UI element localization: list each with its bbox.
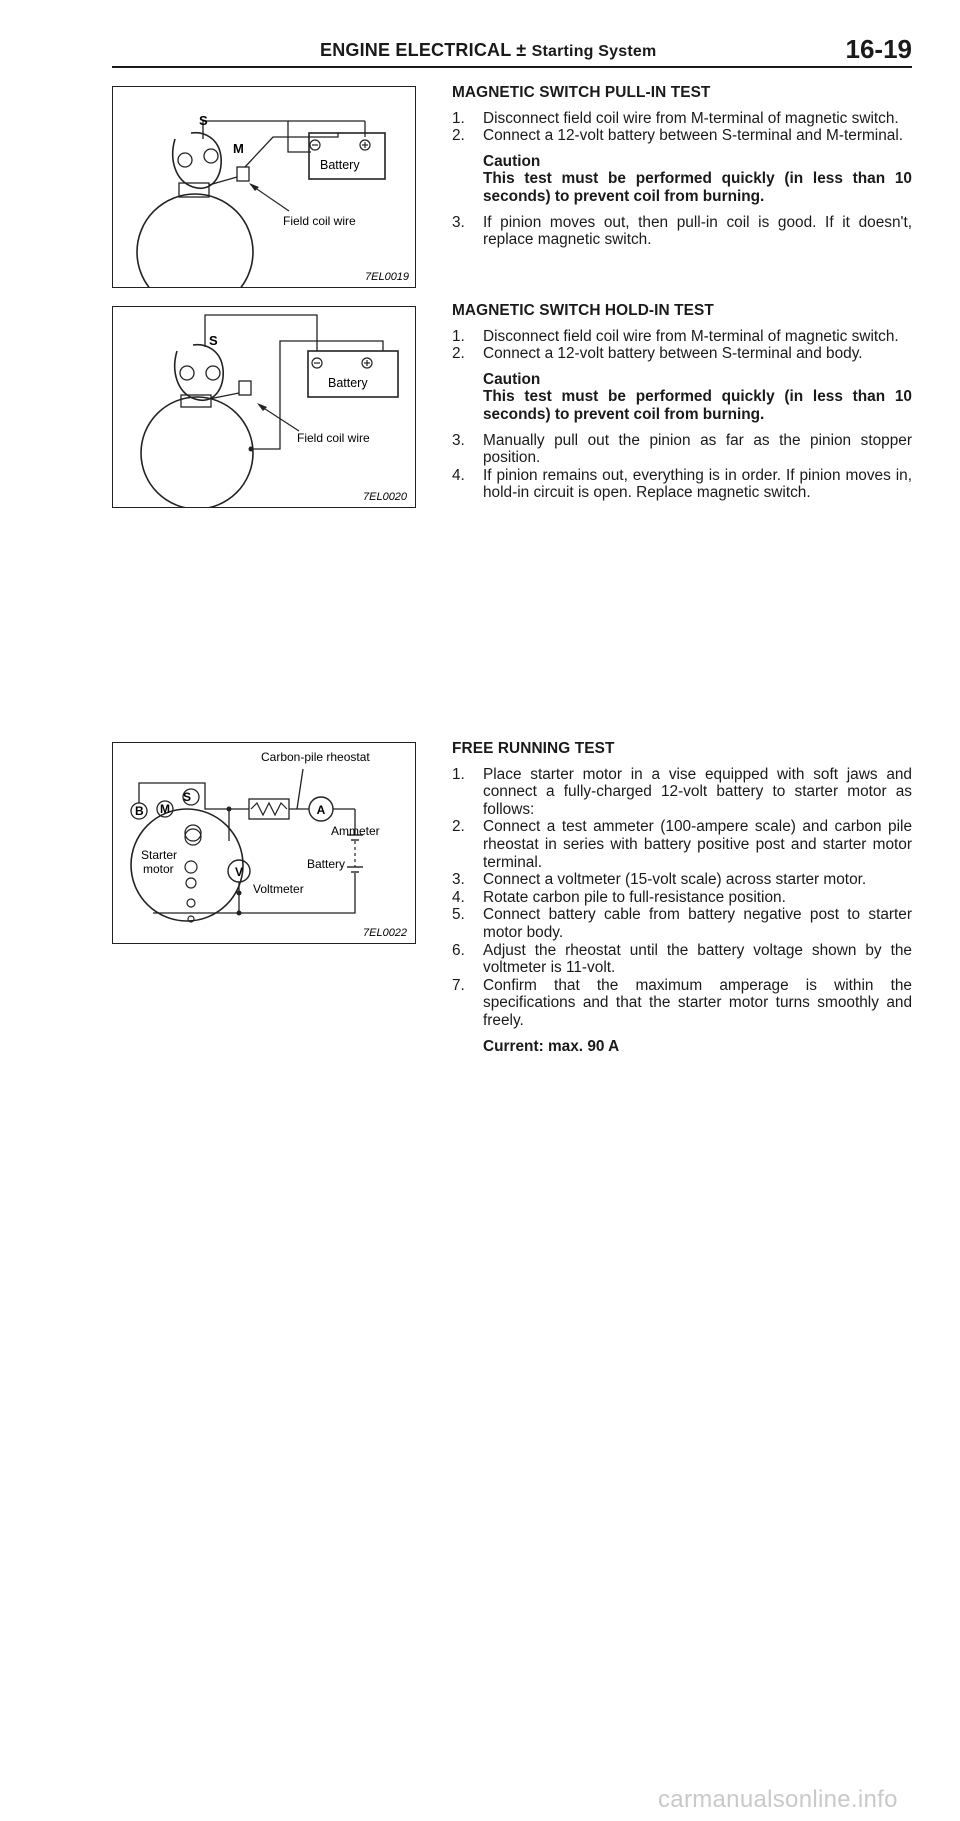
label-s: S bbox=[182, 790, 192, 804]
label-m: M bbox=[233, 141, 244, 156]
list-item bbox=[452, 345, 912, 363]
step-number: 4. bbox=[452, 466, 465, 484]
caution-note bbox=[483, 153, 912, 206]
bolt-shape bbox=[186, 878, 196, 888]
terminal-bolt-shape bbox=[178, 153, 192, 167]
step-number: 2. bbox=[452, 127, 465, 145]
label-starter: Starter bbox=[141, 848, 178, 862]
terminal-bolt-shape bbox=[206, 366, 220, 380]
step-text: Disconnect field coil wire from M-terminal of magnetic switch. bbox=[483, 327, 899, 345]
bolt-shape bbox=[187, 899, 195, 907]
terminal-bolt-shape bbox=[180, 366, 194, 380]
caution-title: Caution bbox=[483, 370, 541, 388]
list-item bbox=[452, 818, 912, 871]
label-m: M bbox=[160, 802, 170, 816]
starter-body-shape bbox=[141, 397, 253, 507]
battery-shape bbox=[309, 133, 385, 179]
current-spec: Current: max. 90 A bbox=[483, 1037, 620, 1055]
step-text: Connect battery cable from battery negative post to starter motor body. bbox=[483, 906, 912, 941]
list-item bbox=[452, 432, 912, 467]
pull-in-steps bbox=[452, 110, 912, 145]
step-text: Manually pull out the pinion as far as the pinion stopper position. bbox=[483, 431, 912, 467]
bolt-shape bbox=[185, 861, 197, 873]
body-ground-point bbox=[249, 447, 254, 452]
free-running-heading: FREE RUNNING TEST bbox=[452, 740, 615, 757]
label-battery: Battery bbox=[328, 376, 368, 390]
caution-text: This test must be performed quickly (in less than 10 seconds) to prevent coil from burning. bbox=[483, 170, 912, 205]
junction-dot bbox=[237, 911, 242, 916]
list-item bbox=[452, 766, 912, 819]
hold-in-steps bbox=[452, 328, 912, 363]
list-item bbox=[452, 110, 912, 128]
figure-code: 7EL0019 bbox=[365, 271, 410, 283]
page-header bbox=[112, 28, 912, 68]
watermark-text: carmanualsonline.info bbox=[658, 1786, 898, 1813]
label-battery: Battery bbox=[306, 857, 345, 871]
s-terminal-wire bbox=[205, 315, 317, 351]
hold-in-steps-cont bbox=[452, 432, 912, 502]
caution-title: Caution bbox=[483, 152, 541, 170]
step-text: Rotate carbon pile to full-resistance position. bbox=[483, 888, 786, 906]
list-item bbox=[452, 942, 912, 977]
free-running-section bbox=[452, 740, 912, 1055]
m-terminal-bracket bbox=[237, 167, 249, 181]
magnetic-switch-shape bbox=[173, 133, 221, 189]
page-number: 16-19 bbox=[845, 34, 912, 64]
header-subsection: Starting System bbox=[531, 43, 657, 60]
header-title bbox=[320, 40, 656, 61]
label-battery: Battery bbox=[320, 158, 360, 172]
label-ammeter: Ammeter bbox=[331, 824, 380, 838]
step-text: If pinion remains out, everything is in order. If pinion moves in, hold-in circuit is open. Replace magnetic switch. bbox=[483, 466, 912, 502]
step-text: Disconnect field coil wire from M-terminal of magnetic switch. bbox=[483, 109, 899, 127]
figure-code: 7EL0022 bbox=[363, 927, 408, 939]
list-item bbox=[452, 127, 912, 145]
label-v: V bbox=[234, 865, 244, 879]
pull-in-section bbox=[452, 84, 912, 249]
list-item bbox=[452, 889, 912, 907]
field-coil-wire-line bbox=[209, 177, 237, 185]
battery-shape bbox=[308, 351, 398, 397]
figure-free-running-test bbox=[112, 742, 416, 944]
bolt-shape bbox=[185, 829, 201, 845]
step-number: 1. bbox=[452, 109, 465, 127]
step-number: 2. bbox=[452, 345, 465, 363]
list-item bbox=[452, 328, 912, 346]
junction-dot bbox=[227, 807, 232, 812]
list-item bbox=[452, 871, 912, 889]
junction-dot bbox=[237, 891, 242, 896]
label-b: B bbox=[135, 804, 144, 818]
step-number: 5. bbox=[452, 906, 465, 924]
label-s: S bbox=[209, 333, 218, 348]
step-text: Place starter motor in a vise equipped with soft jaws and connect a fully-charged 12-volt battery to starter motor as follows: bbox=[483, 765, 912, 818]
header-section: ENGINE ELECTRICAL bbox=[320, 40, 512, 60]
label-field-coil-wire: Field coil wire bbox=[297, 431, 370, 445]
figure-hold-in-test bbox=[112, 306, 416, 508]
step-text: Connect a test ammeter (100-ampere scale) and carbon pile rheostat in series with battery positive post and starter motor terminal. bbox=[483, 818, 912, 871]
m-terminal-bracket bbox=[239, 381, 251, 395]
rheostat-pointer bbox=[297, 769, 303, 809]
label-a: A bbox=[316, 803, 326, 817]
hold-in-heading: MAGNETIC SWITCH HOLD-IN TEST bbox=[452, 302, 714, 319]
free-running-steps bbox=[452, 766, 912, 1030]
step-text: Adjust the rheostat until the battery voltage shown by the voltmeter is 11-volt. bbox=[483, 941, 912, 977]
step-number: 2. bbox=[452, 818, 465, 836]
hold-in-section bbox=[452, 302, 912, 502]
caution-note bbox=[483, 371, 912, 424]
list-item bbox=[452, 214, 912, 249]
list-item bbox=[452, 977, 912, 1030]
pull-in-heading: MAGNETIC SWITCH PULL-IN TEST bbox=[452, 84, 711, 101]
label-motor: motor bbox=[143, 862, 174, 876]
figure-code: 7EL0020 bbox=[363, 491, 408, 503]
label-carbon-pile-rheostat: Carbon-pile rheostat bbox=[261, 750, 370, 764]
label-s: S bbox=[199, 113, 208, 128]
list-item bbox=[452, 467, 912, 502]
step-text: Connect a 12-volt battery between S-terminal and body. bbox=[483, 345, 863, 363]
step-text: Confirm that the maximum amperage is within the specifications and that the starter motor turns smoothly and freely. bbox=[483, 976, 912, 1029]
step-number: 6. bbox=[452, 941, 465, 959]
step-text: If pinion moves out, then pull-in coil is good. If it doesn't, replace magnetic switch. bbox=[483, 213, 912, 249]
label-field-coil-wire: Field coil wire bbox=[283, 214, 356, 228]
list-item bbox=[452, 906, 912, 941]
terminal-bolt-shape bbox=[204, 149, 218, 163]
magnetic-switch-shape bbox=[175, 345, 223, 401]
figure-pull-in-test bbox=[112, 86, 416, 288]
step-text: Connect a 12-volt battery between S-terminal and M-terminal. bbox=[483, 127, 904, 145]
step-number: 1. bbox=[452, 765, 465, 783]
label-voltmeter: Voltmeter bbox=[253, 882, 304, 896]
starter-body-shape bbox=[137, 194, 253, 287]
step-number: 1. bbox=[452, 327, 465, 345]
step-number: 7. bbox=[452, 976, 465, 994]
header-separator: ± bbox=[516, 40, 527, 60]
pull-in-steps-cont bbox=[452, 214, 912, 249]
caution-text: This test must be performed quickly (in less than 10 seconds) to prevent coil from burning. bbox=[483, 388, 912, 423]
pull-in-diagram bbox=[113, 87, 415, 287]
rheostat-resistor-icon bbox=[251, 803, 287, 815]
step-number: 4. bbox=[452, 888, 465, 906]
step-number: 3. bbox=[452, 213, 465, 231]
hold-in-diagram bbox=[113, 307, 415, 507]
terminal-circle bbox=[185, 825, 201, 841]
step-number: 3. bbox=[452, 871, 465, 889]
free-running-diagram bbox=[113, 743, 415, 943]
step-text: Connect a voltmeter (15-volt scale) across starter motor. bbox=[483, 871, 867, 889]
step-number: 3. bbox=[452, 431, 465, 449]
